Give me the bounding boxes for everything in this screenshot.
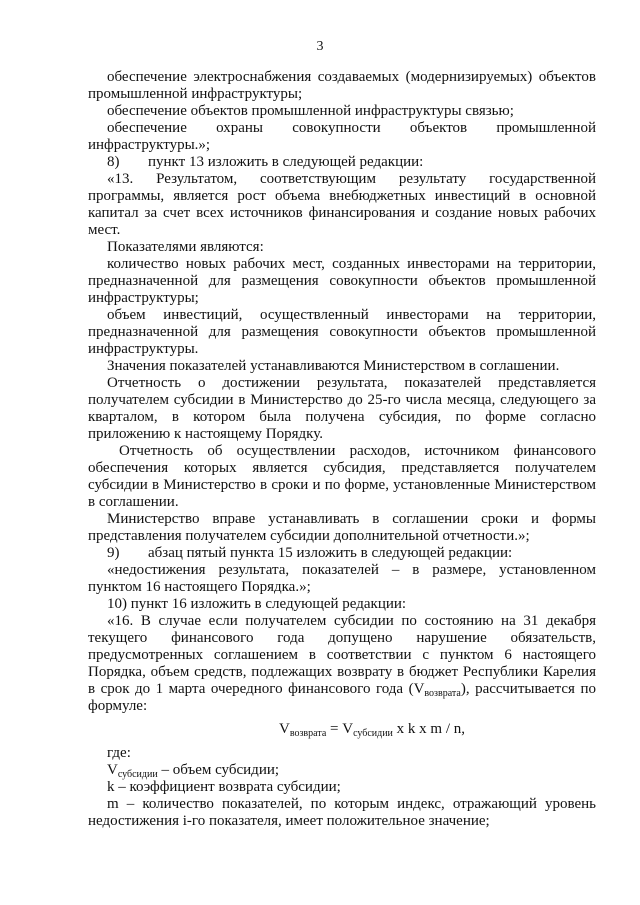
formula-sub: субсидии <box>353 728 393 739</box>
paragraph-ministry-right: Министерство вправе устанавливать в соглашении сроки и формы представления получателем субсидии дополнительной отчетности.»; <box>88 511 596 544</box>
paragraph-security: обеспечение охраны совокупности объектов промышленной инфраструктуры.»; <box>88 120 596 153</box>
definition-m: m – количество показателей, по которым индекс, отражающий уровень недостижения i-го показателя, имеет положительное значение; <box>88 796 596 829</box>
formula-equals: = V <box>326 721 354 737</box>
formula-sub: возврата <box>289 728 327 739</box>
list-item-number: 8) <box>107 154 120 170</box>
paragraph-point-16 <box>88 613 596 715</box>
paragraph-communications: обеспечение объектов промышленной инфраструктуры связью; <box>107 103 514 119</box>
paragraph-indicators-intro: Показателями являются: <box>107 239 264 255</box>
paragraph-report-expenses: Отчетность об осуществлении расходов, источником финансового обеспечения которых является субсидия, представляется получателем субсидии в Министерство в сроки и по форме, установленные Министерством в соглашении. <box>88 443 596 510</box>
subscript-refund: возврата <box>424 688 461 699</box>
paragraph-indicator-investment: объем инвестиций, осуществленный инвесторами на территории, предназначенной для размещения совокупности объектов промышленной инфраструктуры. <box>88 307 596 357</box>
formula-rest: x k x m / n, <box>392 721 465 737</box>
definition-k: k – коэффициент возврата субсидии; <box>107 779 341 795</box>
list-item-text: абзац пятый пункта 15 изложить в следующей редакции: <box>148 545 513 561</box>
definition-text: – объем субсидии; <box>157 762 280 778</box>
paragraph-point-16-text: «16. В случае если получателем субсидии по состоянию на 31 декабря текущего финансового года допущено нарушение обязательств, предусмотренных соглашением в соответствии с пунктом 6 настоящего Порядка, объем средств, подлежащих возврату в бюджет Республики Карелия в срок до 1 марта очередного финансового года (V <box>88 613 596 697</box>
list-item-number: 9) <box>107 545 120 561</box>
paragraph-point-13: «13. Результатом, соответствующим результату государственной программы, является рост объема внебюджетных инвестиций в основной капитал за счет всех источников финансирования и создание новых рабочих мест. <box>88 171 596 238</box>
paragraph-point-16-tail: ), рассчитывается по формуле: <box>88 681 596 714</box>
document-body <box>88 69 596 830</box>
list-item-text: пункт 13 изложить в следующей редакции: <box>148 154 424 170</box>
paragraph-where: где: <box>107 745 131 761</box>
definition-sub: субсидии <box>117 769 158 780</box>
list-item-9 <box>88 545 596 562</box>
formula-var: V <box>278 721 290 737</box>
paragraph-values-set: Значения показателей устанавливаются Министерством в соглашении. <box>107 358 560 374</box>
definition-symbol: V <box>107 762 118 778</box>
paragraph-indicator-jobs: количество новых рабочих мест, созданных инвесторами на территории, предназначенной для размещения совокупности объектов промышленной инфраструктуры; <box>88 256 596 306</box>
list-item-8 <box>88 154 596 171</box>
formula <box>88 721 596 738</box>
paragraph-power-supply: обеспечение электроснабжения создаваемых (модернизируемых) объектов промышленной инфраструктуры; <box>88 69 596 102</box>
paragraph-point-15: «недостижения результата, показателей – в размере, установленном пунктом 16 настоящего Порядка.»; <box>88 562 596 595</box>
paragraph-report-result: Отчетность о достижении результата, показателей представляется получателем субсидии в Министерство до 25-го числа месяца, следующего за кварталом, в котором была получена субсидия, по форме согласно приложению к настоящему Порядку. <box>88 375 596 442</box>
list-item-10: 10) пункт 16 изложить в следующей редакции: <box>107 596 407 612</box>
page-number: 3 <box>316 39 324 54</box>
definition-v <box>88 762 596 779</box>
